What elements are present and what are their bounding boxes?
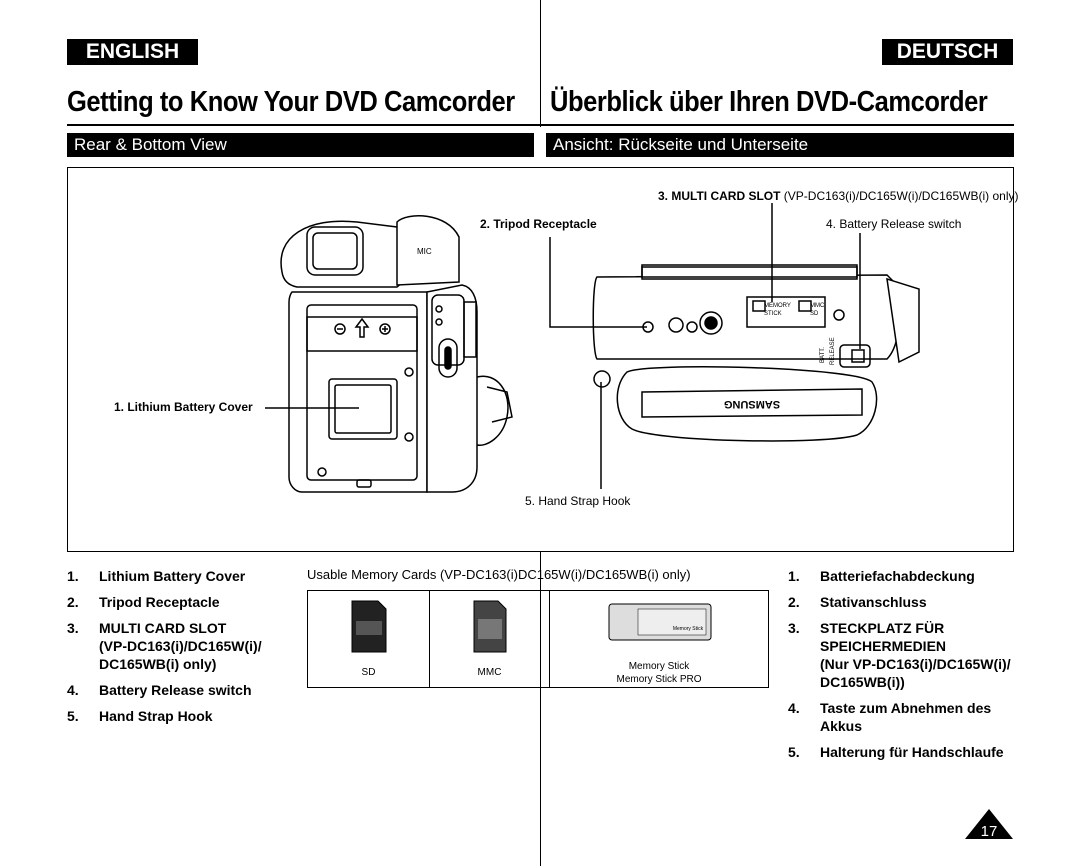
slot-stick-label: STICK <box>764 311 782 317</box>
title-rule <box>67 124 1014 126</box>
memory-stick-pro-label: Memory Stick PRO <box>616 674 702 685</box>
parts-list-deutsch <box>788 567 1018 769</box>
memory-stick-label: Memory Stick <box>628 661 690 672</box>
samsung-brand: SAMSUNG <box>723 398 781 410</box>
parts-list-english <box>67 567 307 733</box>
sd-card-image <box>350 599 388 654</box>
page-title-deutsch: Überblick über Ihren DVD-Camcorder <box>550 86 988 118</box>
page-number: 17 <box>980 823 998 840</box>
card-cell-sd <box>308 591 430 687</box>
language-tab-english: ENGLISH <box>67 39 198 65</box>
mmc-card-image <box>472 599 508 654</box>
section-heading-english: Rear & Bottom View <box>67 133 534 157</box>
mic-label: MIC <box>417 247 432 256</box>
section-heading-deutsch: Ansicht: Rückseite und Unterseite <box>546 133 1014 157</box>
callout-battery-release-switch: 4. Battery Release switch <box>826 217 962 231</box>
list-item: 4. Taste zum Abnehmen des Akkus <box>788 700 992 734</box>
language-tab-deutsch: DEUTSCH <box>882 39 1013 65</box>
list-item: 5. Hand Strap Hook <box>67 708 213 724</box>
memory-stick-card-text: Memory Stick <box>672 626 704 632</box>
card-cell-memory-stick <box>550 591 768 687</box>
list-item: 3. STECKPLATZ FÜR SPEICHERMEDIEN (Nur VP-DC163(i)/DC165W(i)/ DC165WB(i)) <box>788 620 1011 690</box>
memory-stick-image <box>608 603 712 641</box>
sd-label: SD <box>361 667 376 678</box>
release-label: RELEASE <box>830 337 836 365</box>
callout-hand-strap-hook: 5. Hand Strap Hook <box>525 494 631 508</box>
slot-memory-label: MEMORY <box>764 303 791 309</box>
page-title-english: Getting to Know Your DVD Camcorder <box>67 86 515 118</box>
callout-lithium-battery-cover: 1. Lithium Battery Cover <box>114 400 253 414</box>
list-item: 2. Stativanschluss <box>788 594 927 610</box>
page-number-triangle <box>964 808 1014 840</box>
center-divider-top <box>540 0 541 127</box>
memory-cards-table <box>307 590 769 688</box>
batt-label: BATT. <box>820 347 826 363</box>
list-item: 4. Battery Release switch <box>67 682 252 698</box>
callout-multi-card-slot: 3. MULTI CARD SLOT (VP-DC163(i)/DC165W(i)/DC165WB(i) only) <box>658 189 1019 203</box>
slot-sd-label: SD <box>810 311 819 317</box>
list-item: 2. Tripod Receptacle <box>67 594 220 610</box>
list-item: 3. MULTI CARD SLOT (VP-DC163(i)/DC165W(i)/ DC165WB(i) only) <box>67 620 262 672</box>
slot-mmc-label: MMC <box>810 303 825 309</box>
list-item: 1. Lithium Battery Cover <box>67 568 246 584</box>
list-item: 1. Batteriefachabdeckung <box>788 568 975 584</box>
list-item: 5. Halterung für Handschlaufe <box>788 744 1004 760</box>
callout-tripod-receptacle: 2. Tripod Receptacle <box>480 217 597 231</box>
card-cell-mmc <box>430 591 550 687</box>
mmc-label: MMC <box>477 667 502 678</box>
memory-cards-caption: Usable Memory Cards (VP-DC163(i)DC165W(i)/DC165WB(i) only) <box>307 567 691 582</box>
